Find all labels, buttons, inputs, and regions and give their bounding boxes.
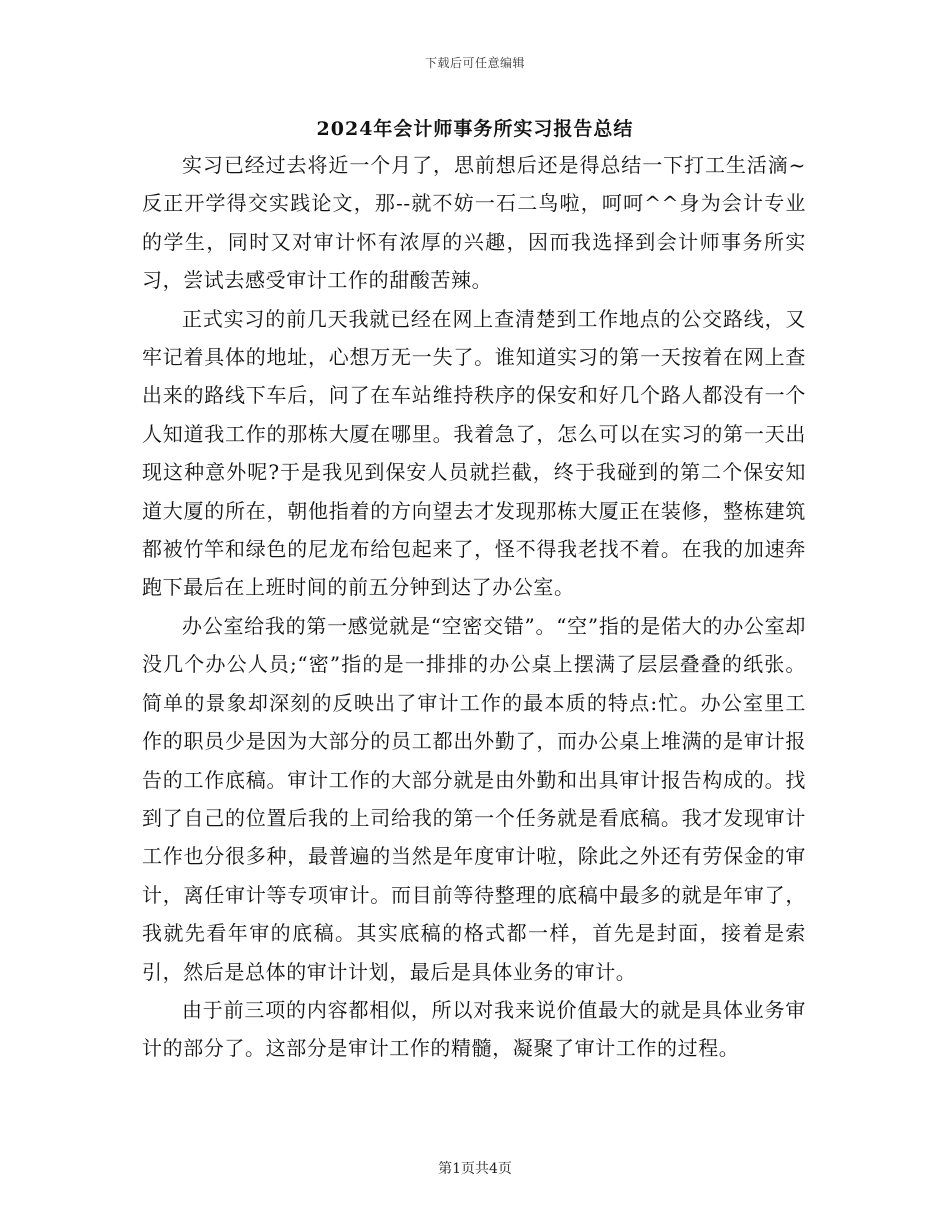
paragraph-3: 办公室给我的第一感觉就是“空密交错”。“空”指的是偌大的办公室却没几个办公人员;“密”指的是一排排的办公桌上摆满了层层叠叠的纸张。简单的景象却深刻的反映出了审计工作的最本质的特点:忙。办公室里工作的职员少是因为大部分的员工都出外勤了，而办公桌上堆满的是审计报告的工作底稿。审计工作的大部分就是由外勤和出具审计报告构成的。找到了自己的位置后我的上司给我的第一个任务就是看底稿。我才发现审计工作也分很多种，最普遍的当然是年度审计啦，除此之外还有劳保金的审计，离任审计等专项审计。而目前等待整理的底稿中最多的就是年审了，我就先看年审的底稿。其实底稿的格式都一样，首先是封面，接着是索引，然后是总体的审计计划，最后是具体业务的审计。 [142,613,806,984]
paragraph-2: 正式实习的前几天我就已经在网上查清楚到工作地点的公交路线，又牢记着具体的地址，心想万无一失了。谁知道实习的第一天按着在网上查出来的路线下车后，问了在车站维持秩序的保安和好几个路人都没有一个人知道我工作的那栋大厦在哪里。我着急了，怎么可以在实习的第一天出现这种意外呢?于是我见到保安人员就拦截，终于我碰到的第二个保安知道大厦的所在，朝他指着的方向望去才发现那栋大厦正在装修，整栋建筑都被竹竿和绿色的尼龙布给包起来了，怪不得我老找不着。在我的加速奔跑下最后在上班时间的前五分钟到达了办公室。 [142,306,806,600]
document-title: 2024年会计师事务所实习报告总结 [316,118,634,140]
paragraph-1: 实习已经过去将近一个月了，思前想后还是得总结一下打工生活滴~反正开学得交实践论文，那--就不妨一石二鸟啦，呵呵^^身为会计专业的学生，同时又对审计怀有浓厚的兴趣，因而我选择到会计师事务所实习，尝试去感受审计工作的甜酸苦辣。 [142,153,806,293]
header-note: 下载后可任意编辑 [424,56,525,70]
page-number: 第1页共4页 [438,1161,512,1177]
paragraph-4: 由于前三项的内容都相似，所以对我来说价值最大的就是具体业务审计的部分了。这部分是审计工作的精髓，凝聚了审计工作的过程。 [142,997,806,1061]
document-body [142,146,806,1068]
